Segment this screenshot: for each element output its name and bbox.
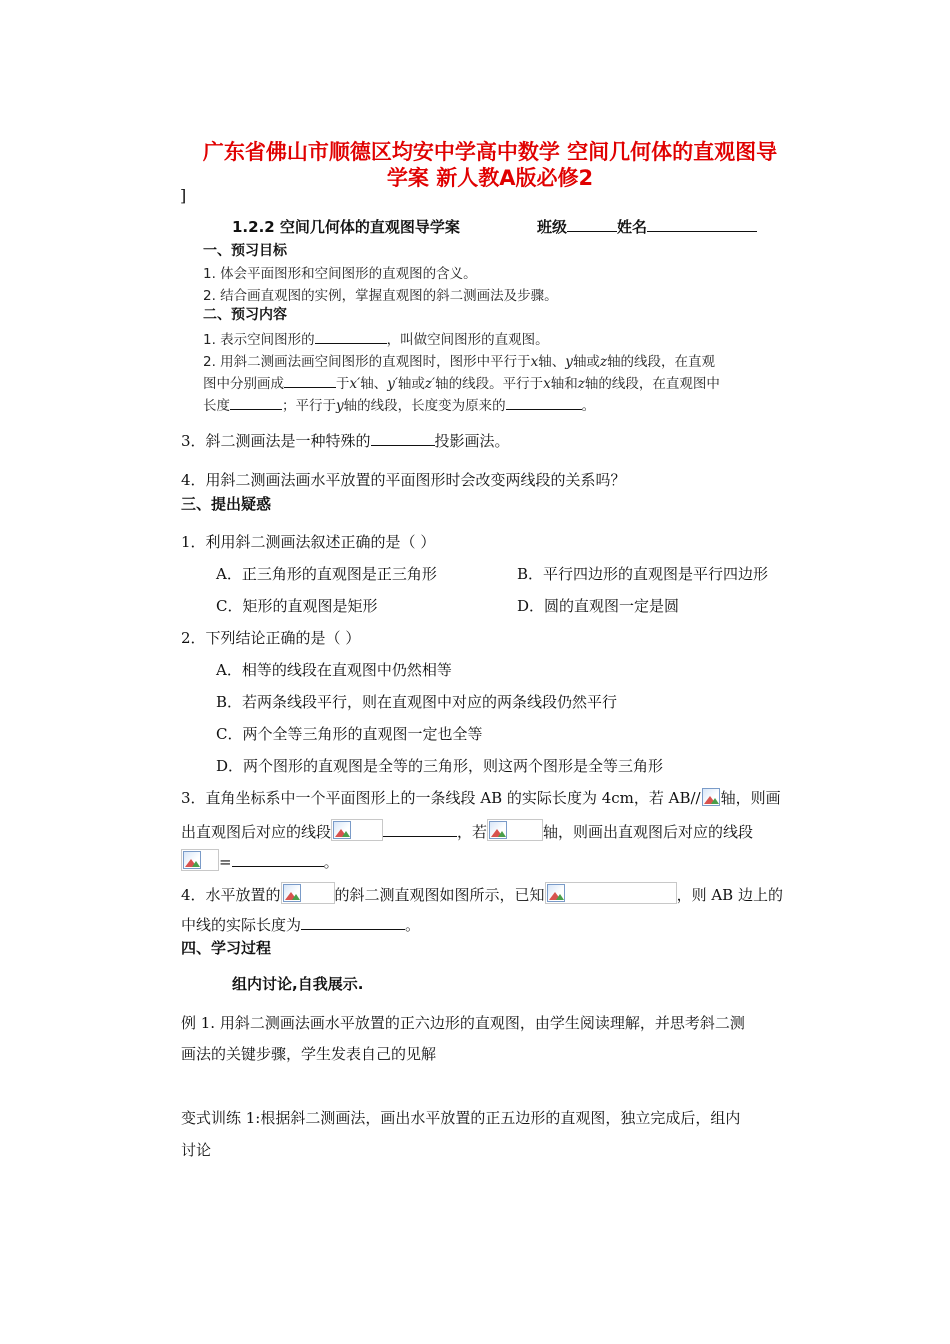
q3-blank-1[interactable] [383, 822, 457, 837]
lesson-title: 1.2.2 空间几何体的直观图导学案 [232, 218, 460, 236]
student-info [537, 216, 757, 237]
section3-q4-line2 [181, 914, 420, 935]
broken-image-icon [281, 882, 335, 904]
broken-image-icon [181, 849, 219, 871]
section3-q3-line1 [181, 787, 781, 808]
example-1-line2: 画法的关键步骤，学生发表自己的见解 [181, 1045, 437, 1063]
q2-text: 轴、 [538, 354, 566, 370]
name-label: 姓名 [617, 218, 648, 236]
q2-text: 轴的线段，在直观图中 [584, 376, 720, 392]
section2-q4: 4．用斜二测画法画水平放置的平面图形时会改变两线段的关系吗？ [181, 471, 626, 489]
q2-text: 轴的线段。平行于 [435, 376, 544, 392]
q4-text: 中线的实际长度为 [181, 916, 302, 934]
section3-q3-line2 [181, 819, 753, 842]
section2-q2-line2 [203, 372, 720, 392]
y-axis-symbol: y [565, 354, 573, 370]
doc-title-line-1: 广东省佛山市顺德区均安中学高中数学 空间几何体的直观图导 [202, 140, 778, 164]
section3-q2-option-c: C．两个全等三角形的直观图一定也全等 [216, 725, 483, 743]
q1-text-a: 1. 表示空间图形的 [203, 332, 315, 348]
section3-q1: 1．利用斜二测画法叙述正确的是（ ） [181, 533, 436, 551]
broken-image-icon [487, 819, 543, 841]
q3-blank[interactable] [371, 431, 435, 446]
q2-text: ；平行于 [282, 398, 336, 414]
q2-text: 轴的线段，在直观 [607, 354, 716, 370]
q2-blank-3[interactable] [506, 395, 582, 410]
section3-q1-option-a: A．正三角形的直观图是正三角形 [216, 565, 437, 583]
q3-text: ，若 [457, 823, 488, 841]
q3-text: 轴，则画出直观图后对应的线段 [543, 823, 754, 841]
variant-1-line2: 讨论 [181, 1141, 212, 1159]
broken-image-icon [545, 882, 677, 904]
q4-text: 4．水平放置的 [181, 886, 281, 904]
y-prime-symbol: y′ [387, 376, 398, 392]
section1-item-2: 2. 结合画直观图的实例，掌握直观图的斜二测画法及步骤。 [203, 288, 558, 304]
section3-heading: 三、提出疑惑 [181, 495, 272, 513]
q1-blank[interactable] [315, 329, 387, 344]
variant-1-line1: 变式训练 1:根据斜二测画法，画出水平放置的正五边形的直观图，独立完成后，组内 [181, 1109, 741, 1127]
q4-text: ，则 AB 边上的 [676, 886, 783, 904]
x-axis-symbol: x [530, 354, 539, 370]
doc-title-line-2: 学案 新人教A版必修2 [386, 166, 594, 190]
q2-text: 轴或 [397, 376, 425, 392]
example-1-line1: 例 1. 用斜二测画法画水平放置的正六边形的直观图，由学生阅读理解，并思考斜二测 [181, 1014, 745, 1032]
section3-q2-option-a: A．相等的线段在直观图中仍然相等 [216, 661, 452, 679]
q3-text: 3．斜二测画法是一种特殊的 [181, 432, 371, 450]
y-axis-symbol: y [336, 398, 344, 414]
name-blank[interactable] [647, 217, 757, 232]
q2-text: 轴的线段，长度变为原来的 [343, 398, 506, 414]
q2-blank-2[interactable] [230, 395, 282, 410]
z-axis-symbol: z [577, 376, 585, 392]
section3-q1-option-d: D．圆的直观图一定是圆 [517, 597, 680, 615]
q2-text: 2. 用斜二测画法画空间图形的直观图时，图形中平行于 [203, 354, 531, 370]
section3-q2: 2．下列结论正确的是（ ） [181, 629, 361, 647]
x-axis-symbol: x [543, 376, 551, 392]
section3-q1-option-c: C．矩形的直观图是矩形 [216, 597, 378, 615]
q4-blank[interactable] [301, 915, 405, 930]
z-axis-symbol: z [599, 354, 608, 370]
q3-blank-2[interactable] [232, 852, 324, 867]
q2-text: 长度 [203, 398, 230, 414]
z-prime-symbol: z′ [424, 376, 436, 392]
section4-heading: 四、学习过程 [181, 939, 272, 957]
x-prime-symbol: x′ [349, 376, 361, 392]
section2-q1 [203, 328, 549, 348]
q1-text-b: ，叫做空间图形的直观图。 [386, 332, 549, 348]
q2-text: 轴和 [550, 376, 578, 392]
section3-q4-line1 [181, 882, 783, 905]
class-label: 班级 [537, 218, 568, 236]
broken-image-icon [701, 787, 721, 807]
q3-text: 投影画法。 [434, 432, 510, 450]
q2-text: 轴、 [360, 376, 388, 392]
section3-q2-option-d: D．两个图形的直观图是全等的三角形，则这两个图形是全等三角形 [216, 757, 664, 775]
section1-item-1: 1. 体会平面图形和空间图形的直观图的含义。 [203, 266, 477, 282]
lesson-header [232, 216, 460, 237]
q3-text: = [219, 853, 232, 871]
q3-text: 出直观图后对应的线段 [181, 823, 332, 841]
q4-text: 。 [405, 916, 421, 934]
q2-blank-1[interactable] [284, 373, 336, 388]
q3-text: 3．直角坐标系中一个平面图形上的一条线段 AB 的实际长度为 4cm，若 AB// [181, 789, 701, 807]
q2-text: 轴或 [572, 354, 600, 370]
q3-text: 轴，则画 [720, 789, 781, 807]
section3-q2-option-b: B．若两条线段平行，则在直观图中对应的两条线段仍然平行 [216, 693, 618, 711]
section2-heading: 二、预习内容 [203, 307, 287, 323]
q2-text: 于 [336, 376, 350, 392]
q2-text: 。 [581, 398, 596, 414]
section2-q3 [181, 430, 510, 451]
section1-heading: 一、预习目标 [203, 243, 287, 259]
section3-q3-line3 [181, 849, 339, 872]
stray-bracket: ] [180, 186, 187, 205]
section4-subheading: 组内讨论,自我展示. [232, 975, 364, 993]
section2-q2-line3 [203, 394, 595, 414]
section3-q1-option-b: B．平行四边形的直观图是平行四边形 [517, 565, 769, 583]
class-blank[interactable] [567, 217, 617, 232]
section2-q2-line1 [203, 350, 715, 370]
q2-text: 图中分别画成 [203, 376, 284, 392]
broken-image-icon [331, 819, 383, 841]
q3-text: 。 [323, 853, 339, 871]
q4-text: 的斜二测直观图如图所示，已知 [334, 886, 545, 904]
